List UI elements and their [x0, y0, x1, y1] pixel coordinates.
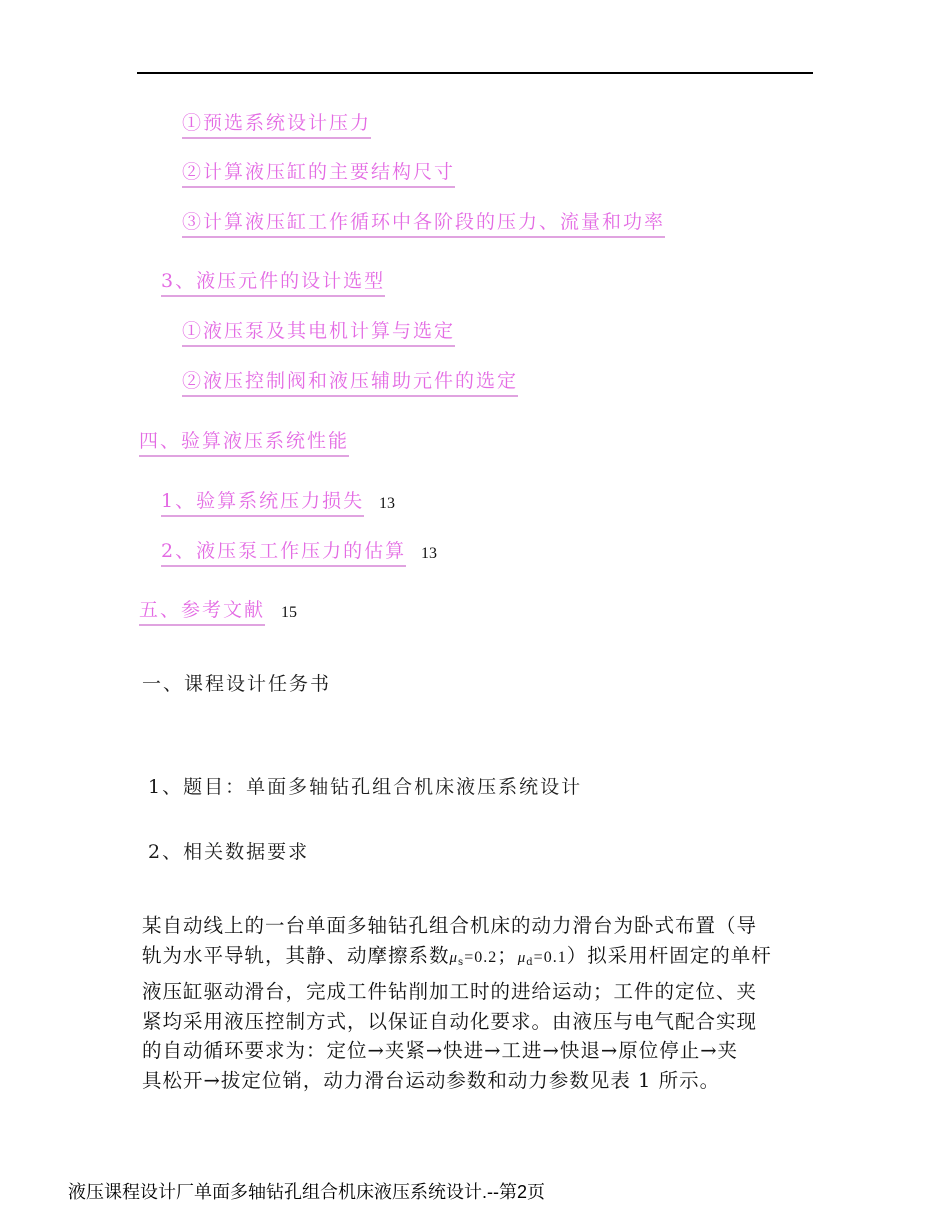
mu-d-symbol: μ — [517, 949, 527, 966]
toc-entry-control-valves[interactable]: ②液压控制阀和液压辅助元件的选定 — [182, 369, 518, 397]
header-rule — [137, 72, 813, 74]
toc-entry-preselect-pressure[interactable]: ①预选系统设计压力 — [182, 111, 371, 139]
separator: ； — [497, 943, 518, 967]
paragraph-text: 轨为水平导轨，其静、动摩擦系数 — [142, 943, 450, 967]
paragraph-line: 的自动循环要求为：定位→夹紧→快进→工进→快退→原位停止→夹 — [142, 1039, 739, 1062]
paragraph-line: 液压缸驱动滑台，完成工件钻削加工时的进给运动；工件的定位、夹 — [142, 980, 758, 1003]
item-title-data-requirements: 2、相关数据要求 — [148, 841, 310, 863]
toc-entry-pump-motor[interactable]: ①液压泵及其电机计算与选定 — [182, 319, 455, 347]
mu-s-symbol: μ — [449, 949, 459, 966]
paragraph-text: ）拟采用杆固定的单杆 — [566, 943, 772, 967]
toc-entry-pump-pressure[interactable]: 2、液压泵工作压力的估算 — [161, 539, 406, 567]
item-title-topic: 1、题目：单面多轴钻孔组合机床液压系统设计 — [148, 776, 583, 798]
mu-d-subscript: d — [526, 956, 534, 968]
paragraph-line: 具松开→拔定位销，动力滑台运动参数和动力参数见表 1 所示。 — [142, 1068, 721, 1092]
toc-entry-references[interactable]: 五、参考文献 — [139, 598, 265, 626]
toc-entry-pressure-loss[interactable]: 1、验算系统压力损失 — [161, 489, 364, 517]
toc-entry-cylinder-dimensions[interactable]: ②计算液压缸的主要结构尺寸 — [182, 160, 455, 188]
toc-page-number: 15 — [281, 604, 297, 621]
toc-entry-component-selection[interactable]: 3、液压元件的设计选型 — [161, 269, 385, 297]
page-footer: 液压课程设计厂单面多轴钻孔组合机床液压系统设计.--第2页 — [68, 1182, 545, 1202]
paragraph-line: 某自动线上的一台单面多轴钻孔组合机床的动力滑台为卧式布置（导 — [142, 914, 758, 937]
toc-entry-cylinder-stages[interactable]: ③计算液压缸工作循环中各阶段的压力、流量和功率 — [182, 210, 665, 238]
mu-d-value: =0.1 — [533, 948, 567, 966]
paragraph-line: 紧均采用液压控制方式，以保证自动化要求。由液压与电气配合实现 — [142, 1009, 758, 1033]
toc-page-number: 13 — [379, 495, 395, 512]
toc-page-number: 13 — [421, 545, 437, 562]
paragraph-line-with-friction — [142, 941, 812, 978]
mu-s-value: =0.2 — [464, 948, 498, 966]
section-title: 一、课程设计任务书 — [142, 673, 332, 695]
mu-s-subscript: s — [458, 956, 465, 968]
toc-entry-verify-performance[interactable]: 四、验算液压系统性能 — [139, 429, 349, 457]
requirements-paragraph — [142, 911, 812, 1095]
